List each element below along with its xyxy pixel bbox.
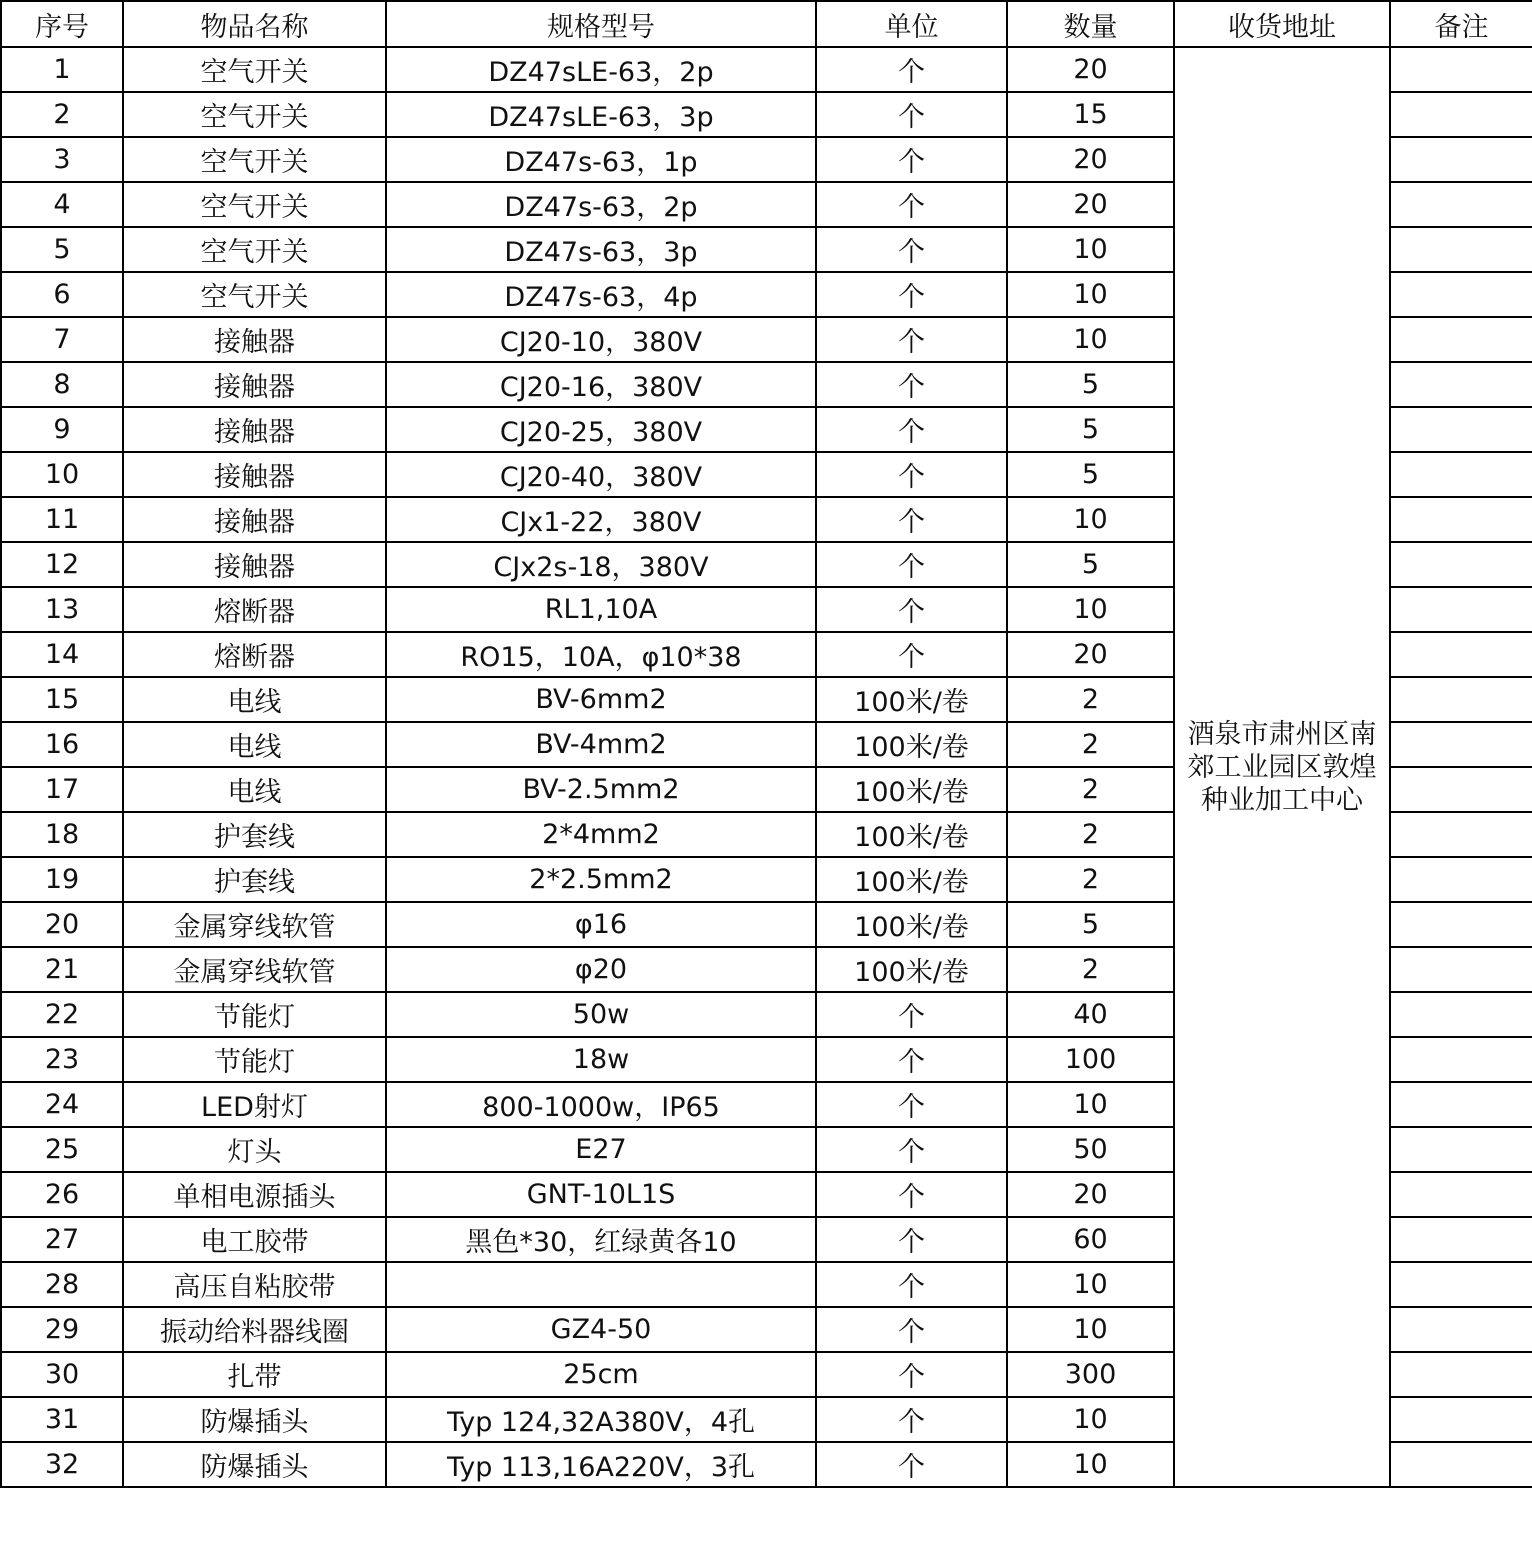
quantity-cell: 5 [1007,362,1174,407]
spec-cell: DZ47s-63，4p [386,272,816,317]
unit-cell: 个 [816,1082,1007,1127]
row-no-cell: 16 [1,722,123,767]
row-no-cell: 5 [1,227,123,272]
row-no-cell: 10 [1,452,123,497]
spec-cell: CJ20-16，380V [386,362,816,407]
row-no-cell: 2 [1,92,123,137]
note-cell [1390,1172,1532,1217]
spec-cell: CJ20-40，380V [386,452,816,497]
item-name-cell: 电线 [123,722,386,767]
unit-cell: 个 [816,1352,1007,1397]
quantity-cell: 100 [1007,1037,1174,1082]
row-no-cell: 8 [1,362,123,407]
quantity-cell: 40 [1007,992,1174,1037]
item-name-cell: 接触器 [123,452,386,497]
unit-cell: 个 [816,1127,1007,1172]
row-no-cell: 1 [1,47,123,92]
spec-cell: CJ20-10，380V [386,317,816,362]
header-note: 备注 [1390,1,1532,47]
header-no: 序号 [1,1,123,47]
item-name-cell: LED射灯 [123,1082,386,1127]
header-name: 物品名称 [123,1,386,47]
quantity-cell: 2 [1007,767,1174,812]
unit-cell: 个 [816,317,1007,362]
quantity-cell: 20 [1007,632,1174,677]
row-no-cell: 25 [1,1127,123,1172]
spec-cell: CJ20-25，380V [386,407,816,452]
quantity-cell: 5 [1007,407,1174,452]
spec-cell: DZ47s-63，1p [386,137,816,182]
row-no-cell: 13 [1,587,123,632]
spec-cell: GNT-10L1S [386,1172,816,1217]
row-no-cell: 29 [1,1307,123,1352]
note-cell [1390,182,1532,227]
quantity-cell: 20 [1007,182,1174,227]
unit-cell: 100米/卷 [816,812,1007,857]
spec-cell: DZ47sLE-63，3p [386,92,816,137]
note-cell [1390,992,1532,1037]
quantity-cell: 10 [1007,1442,1174,1487]
item-name-cell: 熔断器 [123,632,386,677]
note-cell [1390,497,1532,542]
note-cell [1390,407,1532,452]
item-name-cell: 空气开关 [123,272,386,317]
spec-cell: E27 [386,1127,816,1172]
row-no-cell: 30 [1,1352,123,1397]
quantity-cell: 10 [1007,1262,1174,1307]
quantity-cell: 10 [1007,1307,1174,1352]
unit-cell: 个 [816,497,1007,542]
unit-cell: 100米/卷 [816,767,1007,812]
unit-cell: 个 [816,632,1007,677]
note-cell [1390,227,1532,272]
row-no-cell: 17 [1,767,123,812]
item-name-cell: 空气开关 [123,47,386,92]
item-name-cell: 振动给料器线圈 [123,1307,386,1352]
unit-cell: 个 [816,1172,1007,1217]
unit-cell: 个 [816,452,1007,497]
note-cell [1390,1397,1532,1442]
note-cell [1390,722,1532,767]
quantity-cell: 10 [1007,587,1174,632]
note-cell [1390,587,1532,632]
unit-cell: 个 [816,1442,1007,1487]
unit-cell: 100米/卷 [816,857,1007,902]
spec-cell: 50w [386,992,816,1037]
spec-cell: 2*4mm2 [386,812,816,857]
note-cell [1390,362,1532,407]
unit-cell: 个 [816,1037,1007,1082]
unit-cell: 个 [816,542,1007,587]
spec-cell: GZ4-50 [386,1307,816,1352]
item-name-cell: 电线 [123,767,386,812]
note-cell [1390,767,1532,812]
quantity-cell: 10 [1007,227,1174,272]
spec-cell: BV-6mm2 [386,677,816,722]
unit-cell: 个 [816,1307,1007,1352]
row-no-cell: 26 [1,1172,123,1217]
row-no-cell: 3 [1,137,123,182]
unit-cell: 100米/卷 [816,722,1007,767]
item-name-cell: 空气开关 [123,137,386,182]
spec-cell: φ20 [386,947,816,992]
quantity-cell: 20 [1007,1172,1174,1217]
unit-cell: 100米/卷 [816,677,1007,722]
row-no-cell: 20 [1,902,123,947]
note-cell [1390,452,1532,497]
quantity-cell: 2 [1007,722,1174,767]
unit-cell: 个 [816,362,1007,407]
spec-cell: DZ47s-63，3p [386,227,816,272]
quantity-cell: 5 [1007,542,1174,587]
quantity-cell: 5 [1007,452,1174,497]
spec-cell: DZ47sLE-63，2p [386,47,816,92]
unit-cell: 个 [816,1397,1007,1442]
header-row [1,1,1532,47]
row-no-cell: 9 [1,407,123,452]
note-cell [1390,1352,1532,1397]
unit-cell: 个 [816,182,1007,227]
unit-cell: 100米/卷 [816,902,1007,947]
note-cell [1390,1442,1532,1487]
item-name-cell: 空气开关 [123,92,386,137]
item-name-cell: 熔断器 [123,587,386,632]
spec-cell: 黑色*30，红绿黄各10 [386,1217,816,1262]
quantity-cell: 2 [1007,812,1174,857]
item-name-cell: 电线 [123,677,386,722]
unit-cell: 个 [816,137,1007,182]
unit-cell: 个 [816,407,1007,452]
note-cell [1390,47,1532,92]
spec-cell: CJx2s-18，380V [386,542,816,587]
quantity-cell: 60 [1007,1217,1174,1262]
note-cell [1390,1217,1532,1262]
spec-cell: 2*2.5mm2 [386,857,816,902]
row-no-cell: 15 [1,677,123,722]
quantity-cell: 5 [1007,902,1174,947]
item-name-cell: 扎带 [123,1352,386,1397]
note-cell [1390,1262,1532,1307]
quantity-cell: 10 [1007,272,1174,317]
delivery-address-cell: 酒泉市肃州区南郊工业园区敦煌种业加工中心 [1174,47,1390,1487]
spec-cell: RO15，10A，φ10*38 [386,632,816,677]
spec-cell: CJx1-22，380V [386,497,816,542]
spec-cell [386,1262,816,1307]
note-cell [1390,1082,1532,1127]
item-name-cell: 空气开关 [123,227,386,272]
note-cell [1390,542,1532,587]
note-cell [1390,857,1532,902]
unit-cell: 100米/卷 [816,947,1007,992]
note-cell [1390,272,1532,317]
item-name-cell: 金属穿线软管 [123,947,386,992]
item-name-cell: 单相电源插头 [123,1172,386,1217]
spec-cell: BV-4mm2 [386,722,816,767]
spec-cell: φ16 [386,902,816,947]
row-no-cell: 14 [1,632,123,677]
row-no-cell: 12 [1,542,123,587]
unit-cell: 个 [816,587,1007,632]
unit-cell: 个 [816,992,1007,1037]
quantity-cell: 2 [1007,947,1174,992]
quantity-cell: 10 [1007,1082,1174,1127]
row-no-cell: 19 [1,857,123,902]
row-no-cell: 18 [1,812,123,857]
unit-cell: 个 [816,1262,1007,1307]
spec-cell: RL1,10A [386,587,816,632]
item-name-cell: 空气开关 [123,182,386,227]
note-cell [1390,137,1532,182]
item-name-cell: 金属穿线软管 [123,902,386,947]
row-no-cell: 23 [1,1037,123,1082]
quantity-cell: 50 [1007,1127,1174,1172]
note-cell [1390,1307,1532,1352]
item-name-cell: 护套线 [123,857,386,902]
header-qty: 数量 [1007,1,1174,47]
item-name-cell: 护套线 [123,812,386,857]
row-no-cell: 7 [1,317,123,362]
note-cell [1390,92,1532,137]
quantity-cell: 10 [1007,1397,1174,1442]
quantity-cell: 20 [1007,137,1174,182]
table-body [1,47,1532,1487]
note-cell [1390,1037,1532,1082]
quantity-cell: 15 [1007,92,1174,137]
item-name-cell: 节能灯 [123,992,386,1037]
row-no-cell: 31 [1,1397,123,1442]
quantity-cell: 10 [1007,497,1174,542]
header-unit: 单位 [816,1,1007,47]
row-no-cell: 21 [1,947,123,992]
item-name-cell: 节能灯 [123,1037,386,1082]
quantity-cell: 2 [1007,677,1174,722]
item-name-cell: 接触器 [123,407,386,452]
unit-cell: 个 [816,47,1007,92]
spec-cell: BV-2.5mm2 [386,767,816,812]
note-cell [1390,677,1532,722]
row-no-cell: 22 [1,992,123,1037]
header-address: 收货地址 [1174,1,1390,47]
unit-cell: 个 [816,1217,1007,1262]
item-name-cell: 电工胶带 [123,1217,386,1262]
header-spec: 规格型号 [386,1,816,47]
quantity-cell: 300 [1007,1352,1174,1397]
item-name-cell: 防爆插头 [123,1442,386,1487]
spec-cell: 25cm [386,1352,816,1397]
note-cell [1390,947,1532,992]
item-name-cell: 接触器 [123,317,386,362]
spec-cell: 18w [386,1037,816,1082]
note-cell [1390,1127,1532,1172]
item-name-cell: 高压自粘胶带 [123,1262,386,1307]
item-name-cell: 接触器 [123,497,386,542]
item-name-cell: 接触器 [123,542,386,587]
note-cell [1390,902,1532,947]
row-no-cell: 28 [1,1262,123,1307]
unit-cell: 个 [816,227,1007,272]
quantity-cell: 2 [1007,857,1174,902]
spec-cell: Typ 113,16A220V，3孔 [386,1442,816,1487]
unit-cell: 个 [816,272,1007,317]
table-row [1,47,1532,92]
item-name-cell: 接触器 [123,362,386,407]
row-no-cell: 11 [1,497,123,542]
unit-cell: 个 [816,92,1007,137]
row-no-cell: 27 [1,1217,123,1262]
note-cell [1390,812,1532,857]
note-cell [1390,632,1532,677]
row-no-cell: 6 [1,272,123,317]
item-name-cell: 灯头 [123,1127,386,1172]
row-no-cell: 32 [1,1442,123,1487]
row-no-cell: 24 [1,1082,123,1127]
quantity-cell: 20 [1007,47,1174,92]
item-name-cell: 防爆插头 [123,1397,386,1442]
note-cell [1390,317,1532,362]
spec-cell: Typ 124,32A380V，4孔 [386,1397,816,1442]
row-no-cell: 4 [1,182,123,227]
spec-cell: DZ47s-63，2p [386,182,816,227]
spec-cell: 800-1000w，IP65 [386,1082,816,1127]
quantity-cell: 10 [1007,317,1174,362]
